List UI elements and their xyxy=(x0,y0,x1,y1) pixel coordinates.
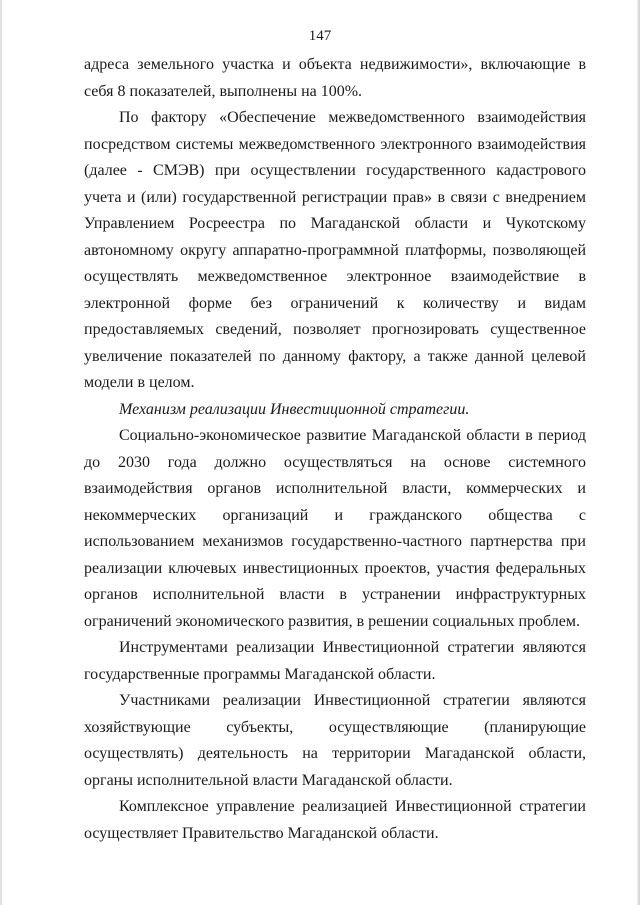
paragraph-socio-economic-development: Социально-экономическое развитие Магаданской области в период до 2030 года должно осуществляться на основе системного взаимодействия органов исполнительной власти, коммерческих и некоммерческих организаций и гражданского общества с использованием механизмов государственно-частного партнерства при реализации ключевых инвестиционных проектов, участия федеральных органов исполнительной власти в устранении инфраструктурных ограничений экономического развития, в решении социальных проблем. xyxy=(84,427,586,630)
section-heading-mechanism: Механизм реализации Инвестиционной стратегии. xyxy=(119,400,470,418)
paragraph-participants: Участниками реализации Инвестиционной стратегии являются хозяйствующие субъекты, осуществляющие (планирующие осуществлять) деятельность на территории Магаданской области, органы исполнительной власти Магаданской области. xyxy=(84,692,586,789)
paragraph-instruments: Инструментами реализации Инвестиционной стратегии являются государственные программы Магаданской области. xyxy=(84,639,586,683)
paragraph-smev-factor: По фактору «Обеспечение межведомственного взаимодействия посредством системы межведомственного электронного взаимодействия (далее - СМЭВ) при осуществлении государственного кадастрового учета и (или) государственной регистрации прав» в связи с внедрением Управлением Росреестра по Магаданской области и Чукотскому автономному округу аппаратно-программной платформы, позволяющей осуществлять межведомственное электронное взаимодействие в электронной форме без ограничений к количеству и видам предоставляемых сведений, позволяет прогнозировать существенное увеличение показателей по данному фактору, а также данной целевой модели в целом. xyxy=(84,109,586,391)
paragraph-management: Комплексное управление реализацией Инвестиционной стратегии осуществляет Правительство Магаданской области. xyxy=(84,798,586,842)
page-left-edge xyxy=(0,0,2,905)
paragraph-continuation: адреса земельного участка и объекта недвижимости», включающие в себя 8 показателей, выполнены на 100%. xyxy=(84,56,586,100)
body-text xyxy=(84,52,586,847)
page-number: 147 xyxy=(308,28,332,44)
